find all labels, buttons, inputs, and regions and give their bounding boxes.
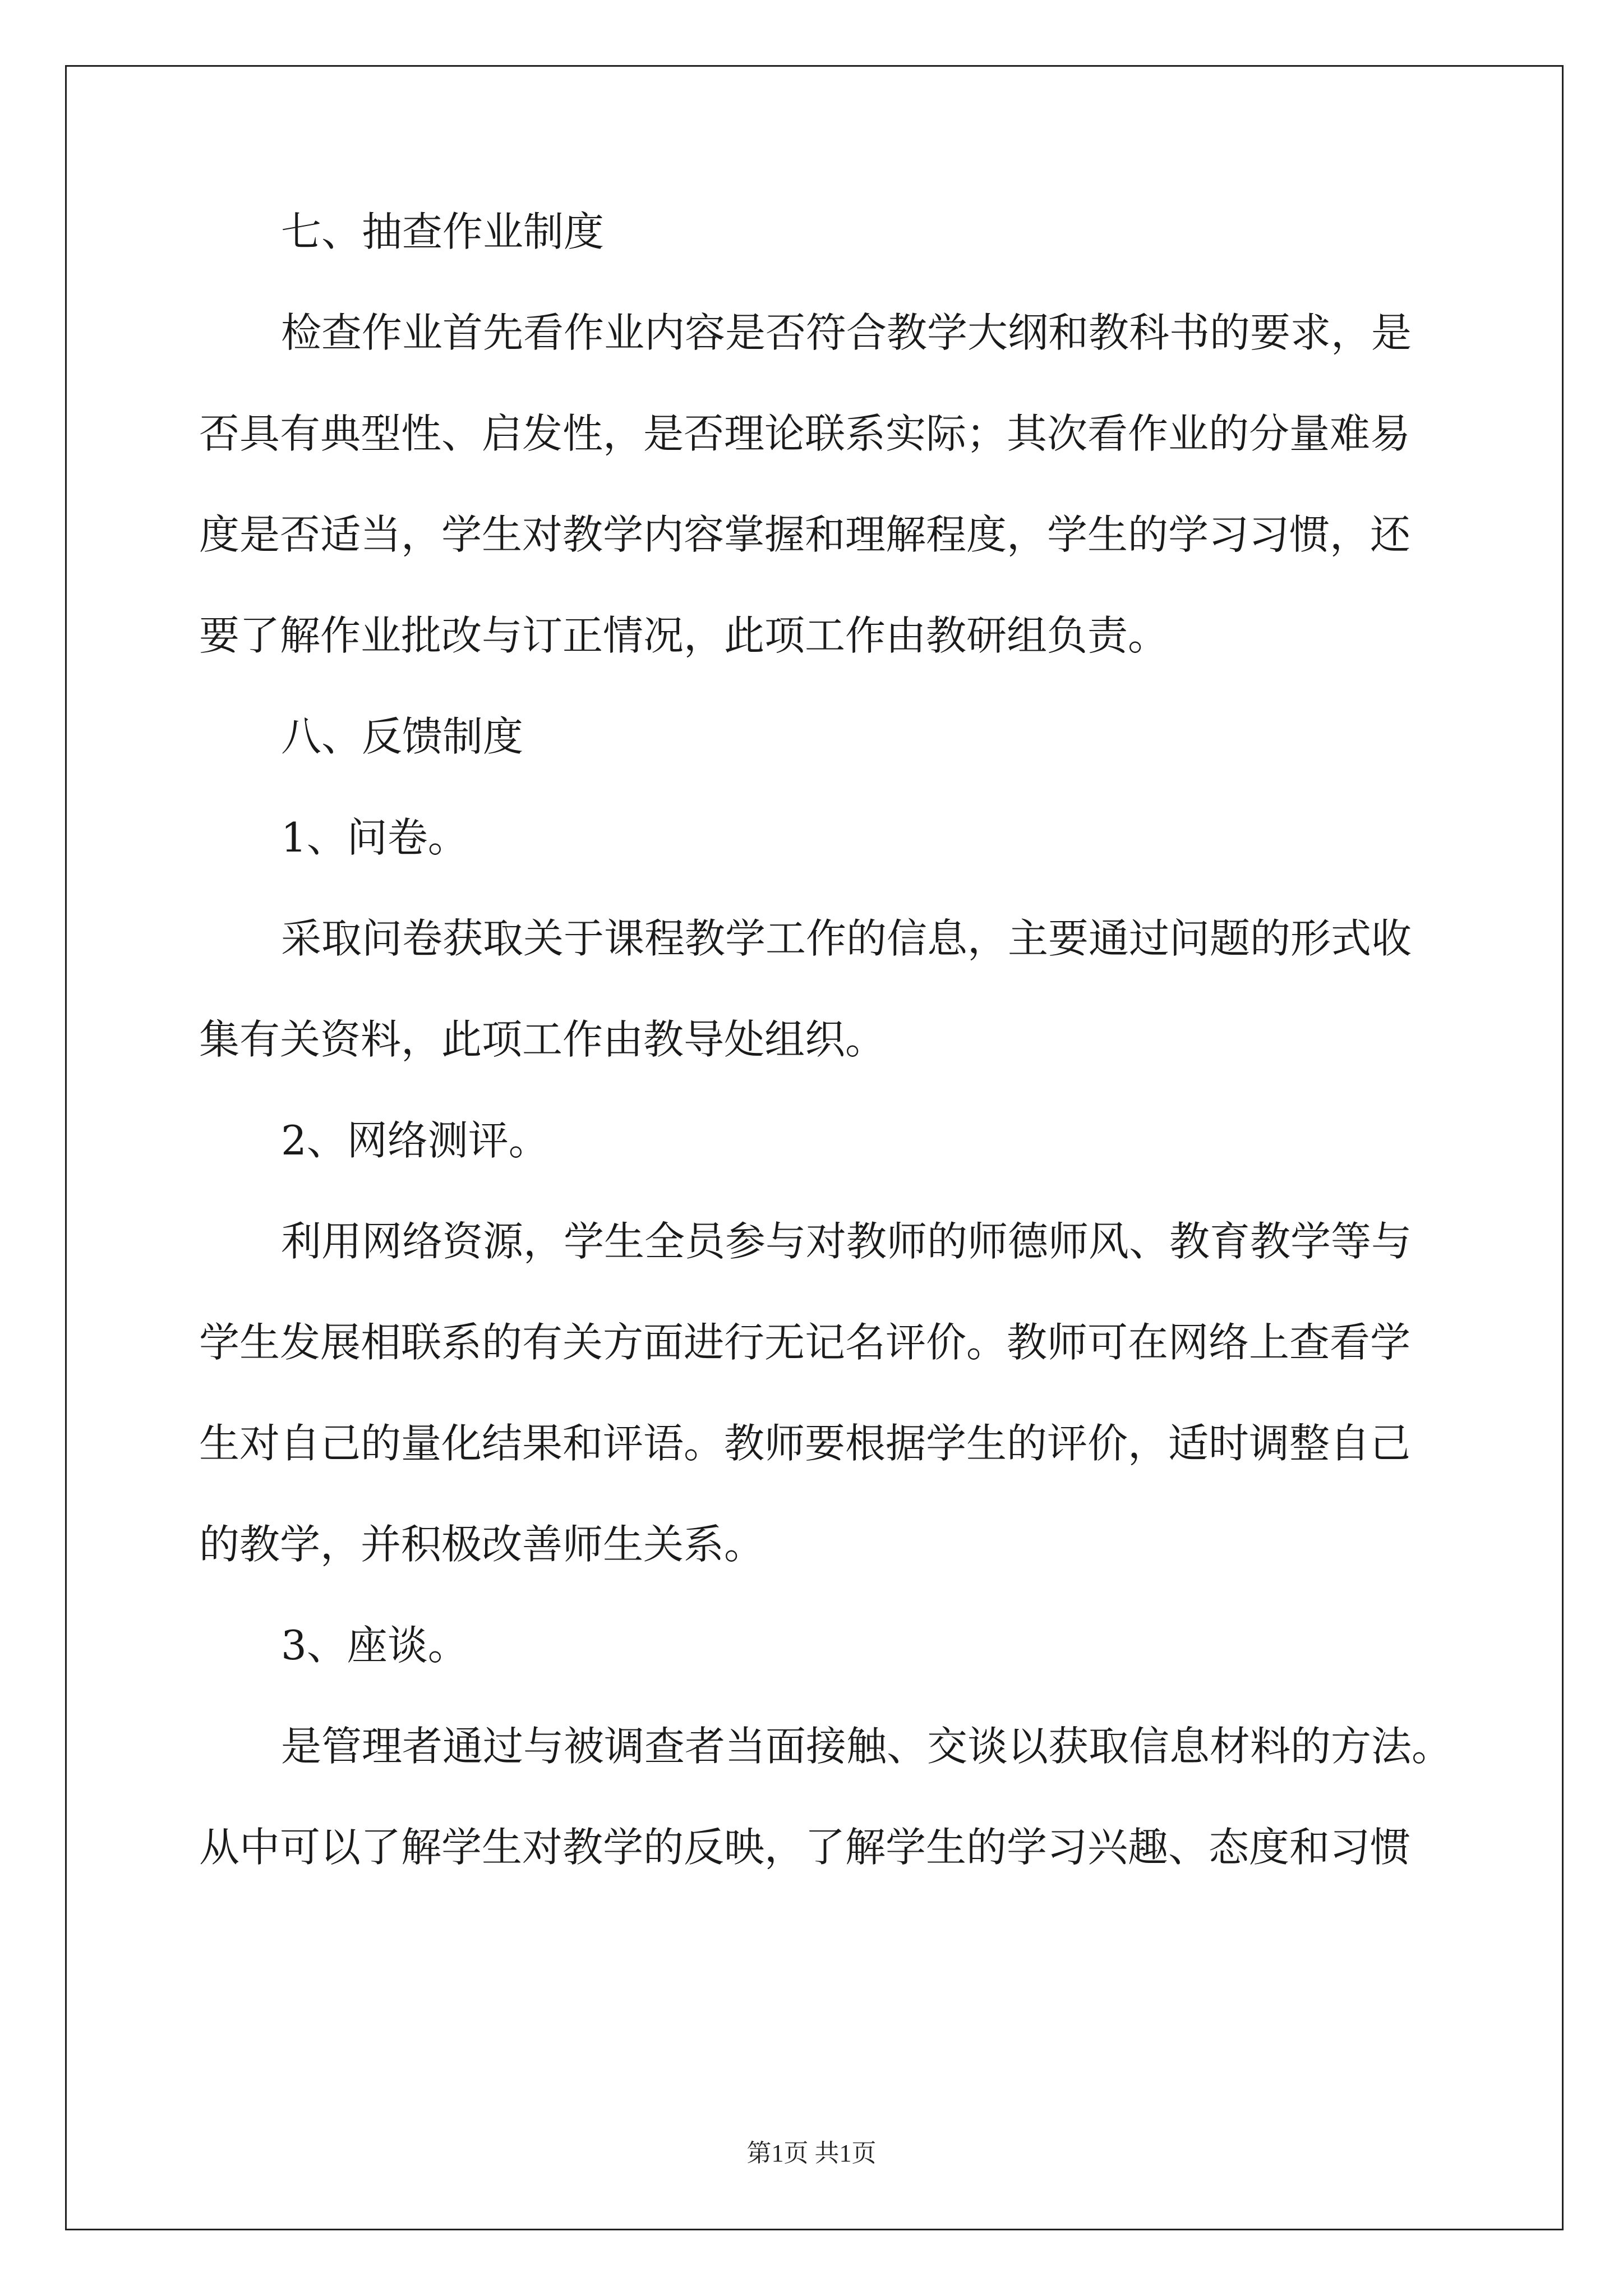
- paragraph-line: 集有关资料，此项工作由教导处组织。: [199, 1016, 886, 1063]
- subheading-online-evaluation: 2、网络测评。: [281, 1117, 549, 1164]
- paragraph-line: 是管理者通过与被调查者当面接触、交谈以获取信息材料的方法。: [281, 1723, 1453, 1770]
- paragraph-line: 度是否适当，学生对教学内容掌握和理解程度，学生的学习习惯，还: [199, 511, 1411, 558]
- paragraph-line: 生对自己的量化结果和评语。教师要根据学生的评价，适时调整自己: [199, 1420, 1411, 1467]
- section-heading-7: 七、抽查作业制度: [281, 208, 605, 255]
- subheading-questionnaire: 1、问卷。: [281, 814, 468, 861]
- section-heading-8: 八、反馈制度: [281, 713, 524, 760]
- paragraph-line: 利用网络资源，学生全员参与对教师的师德师风、教育教学等与: [281, 1218, 1412, 1265]
- paragraph-line: 采取问卷获取关于课程教学工作的信息，主要通过问题的形式收: [281, 915, 1412, 962]
- paragraph-line: 学生发展相联系的有关方面进行无记名评价。教师可在网络上查看学: [199, 1319, 1411, 1366]
- paragraph-line: 的教学，并积极改善师生关系。: [199, 1521, 765, 1568]
- paragraph-line: 从中可以了解学生对教学的反映，了解学生的学习兴趣、态度和习惯: [199, 1824, 1411, 1871]
- paragraph-line: 否具有典型性、启发性，是否理论联系实际；其次看作业的分量难易: [199, 410, 1411, 457]
- paragraph-line: 检查作业首先看作业内容是否符合教学大纲和教科书的要求，是: [281, 309, 1412, 356]
- page-footer: 第1页 共1页: [746, 2139, 877, 2167]
- paragraph-line: 要了解作业批改与订正情况，此项工作由教研组负责。: [199, 612, 1169, 659]
- subheading-discussion: 3、座谈。: [281, 1622, 468, 1669]
